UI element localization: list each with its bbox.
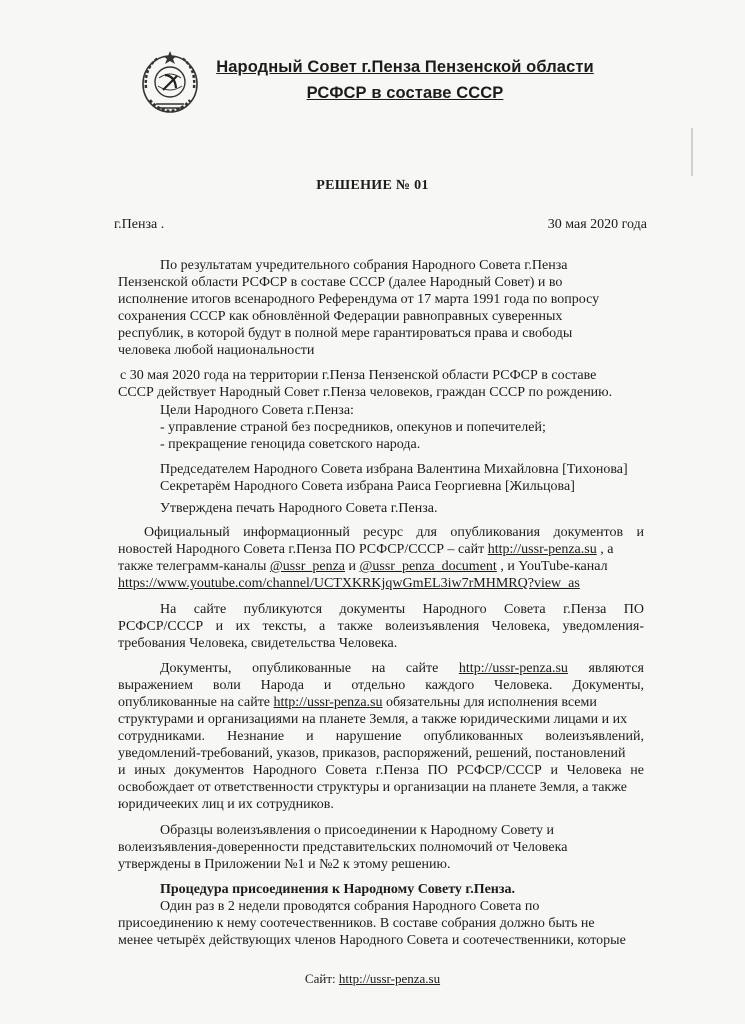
resource-text: новостей Народного Совета г.Пенза ПО РСФСР/СССР – сайт bbox=[118, 542, 488, 557]
docs-line bbox=[118, 694, 597, 711]
p2-line: с 30 мая 2020 года на территории г.Пенза Пензенской области РСФСР в составе bbox=[120, 368, 597, 383]
samples-line: волеизъявления-доверенности представительских полномочий от Человека bbox=[118, 840, 568, 855]
resource-line bbox=[118, 558, 608, 575]
telegram-link[interactable]: @ussr_penza bbox=[269, 559, 345, 574]
goals-heading: Цели Народного Совета г.Пенза: bbox=[160, 403, 354, 418]
seal-line: Утверждена печать Народного Совета г.Пенза. bbox=[160, 501, 438, 516]
published-line: На сайте публикуются документы Народного Совета г.Пенза ПО bbox=[160, 602, 644, 617]
samples-line: утверждены в Приложении №1 и №2 к этому решению. bbox=[118, 857, 451, 872]
site-link[interactable]: http://ussr-penza.su bbox=[458, 661, 568, 676]
goal-item: - управление страной без посредников, опекунов и попечителей; bbox=[160, 420, 546, 435]
goal-item: - прекращение геноцида советского народа. bbox=[160, 437, 421, 452]
docs-text: Документы, опубликованные на сайте bbox=[160, 661, 459, 676]
scan-mark bbox=[691, 128, 693, 176]
docs-line: выражением воли Народа и отдельно каждого Человека. Документы, bbox=[118, 678, 644, 693]
document-title: РЕШЕНИЕ № 01 bbox=[316, 178, 429, 193]
resource-text: и bbox=[345, 559, 360, 574]
docs-line bbox=[160, 660, 644, 677]
youtube-link[interactable]: https://www.youtube.com/channel/UCTXKRKjqwGmEL3iw7rMHMRQ?view_as bbox=[118, 576, 580, 591]
docs-text: обязательны для исполнения всеми bbox=[382, 695, 597, 710]
footer-label: Сайт: bbox=[304, 971, 339, 986]
officer-line: Председателем Народного Совета избрана Валентина Михайловна [Тихонова] bbox=[160, 462, 628, 477]
resource-text: , и YouTube-канал bbox=[496, 559, 608, 574]
resource-text: , а bbox=[596, 542, 614, 557]
ussr-emblem-icon bbox=[138, 48, 202, 116]
docs-line: уведомлений-требований, указов, приказов, распоряжений, решений, постановлений bbox=[118, 746, 626, 761]
p1-line: сохранения СССР как обновлённой Федерации равноправных суверенных bbox=[118, 309, 563, 324]
docs-line: освобождает от ответственности структуры и организации на планете Земля, а также bbox=[118, 780, 627, 795]
published-line: РСФСР/СССР и их тексты, а также волеизъявления Человека, уведомления- bbox=[118, 619, 644, 634]
site-link[interactable]: http://ussr-penza.su bbox=[273, 695, 383, 710]
footer-site-link[interactable]: http://ussr-penza.su bbox=[338, 971, 441, 986]
docs-line: юридичееких лиц и их сотрудников. bbox=[118, 797, 334, 812]
docs-text: являются bbox=[567, 661, 644, 676]
p1-line: республик, в которой будут в полной мере гарантироваться права и свободы bbox=[118, 326, 573, 341]
p1-line: По результатам учредительного собрания Народного Совета г.Пенза bbox=[160, 258, 568, 273]
p1-line: Пензенской области РСФСР в составе СССР (далее Народный Совет) и во bbox=[118, 275, 563, 290]
telegram-link[interactable]: @ussr_penza_document bbox=[359, 559, 497, 574]
officer-line: Секретарём Народного Совета избрана Раиса Георгиевна [Жильцова] bbox=[160, 479, 575, 494]
resource-line: Официальный информационный ресурс для опубликования документов и bbox=[144, 525, 644, 540]
resource-line bbox=[118, 541, 613, 558]
procedure-line: менее четырёх действующих членов Народного Совета и соотечественники, которые bbox=[118, 933, 626, 948]
header-line-2: РСФСР в составе СССР bbox=[306, 84, 504, 102]
samples-line: Образцы волеизъявления о присоединении к Народному Совету и bbox=[160, 823, 555, 838]
docs-line: и иных документов Народного Совета г.Пенза ПО РСФСР/СССР и Человека не bbox=[118, 763, 644, 778]
procedure-line: Один раз в 2 недели проводятся собрания Народного Совета по bbox=[160, 899, 540, 914]
document-date: 30 мая 2020 года bbox=[547, 217, 647, 232]
footer bbox=[0, 971, 745, 987]
document-place: г.Пенза . bbox=[114, 217, 165, 232]
docs-line: сотрудниками. Незнание и нарушение опубликованных волеизъявлений, bbox=[118, 729, 644, 744]
site-link[interactable]: http://ussr-penza.su bbox=[487, 542, 597, 557]
p1-line: человека любой национальности bbox=[118, 343, 315, 358]
p2-line: СССР действует Народный Совет г.Пенза человеков, граждан СССР по рождению. bbox=[118, 385, 613, 400]
p1-line: исполнение итогов всенародного Референдума от 17 марта 1991 года по вопросу bbox=[118, 292, 600, 307]
procedure-heading: Процедура присоединения к Народному Совету г.Пенза. bbox=[160, 882, 515, 897]
docs-text: опубликованные на сайте bbox=[118, 695, 274, 710]
published-line: требования Человека, свидетельства Человека. bbox=[118, 636, 398, 651]
procedure-line: присоединению к нему соотечественников. В составе собрания должно быть не bbox=[118, 916, 595, 931]
resource-text: также телеграмм-каналы bbox=[118, 559, 270, 574]
header-line-1: Народный Совет г.Пенза Пензенской области bbox=[216, 58, 594, 76]
docs-line: структурами и организациями на планете Земля, а также юридическими лицами и их bbox=[118, 712, 628, 727]
